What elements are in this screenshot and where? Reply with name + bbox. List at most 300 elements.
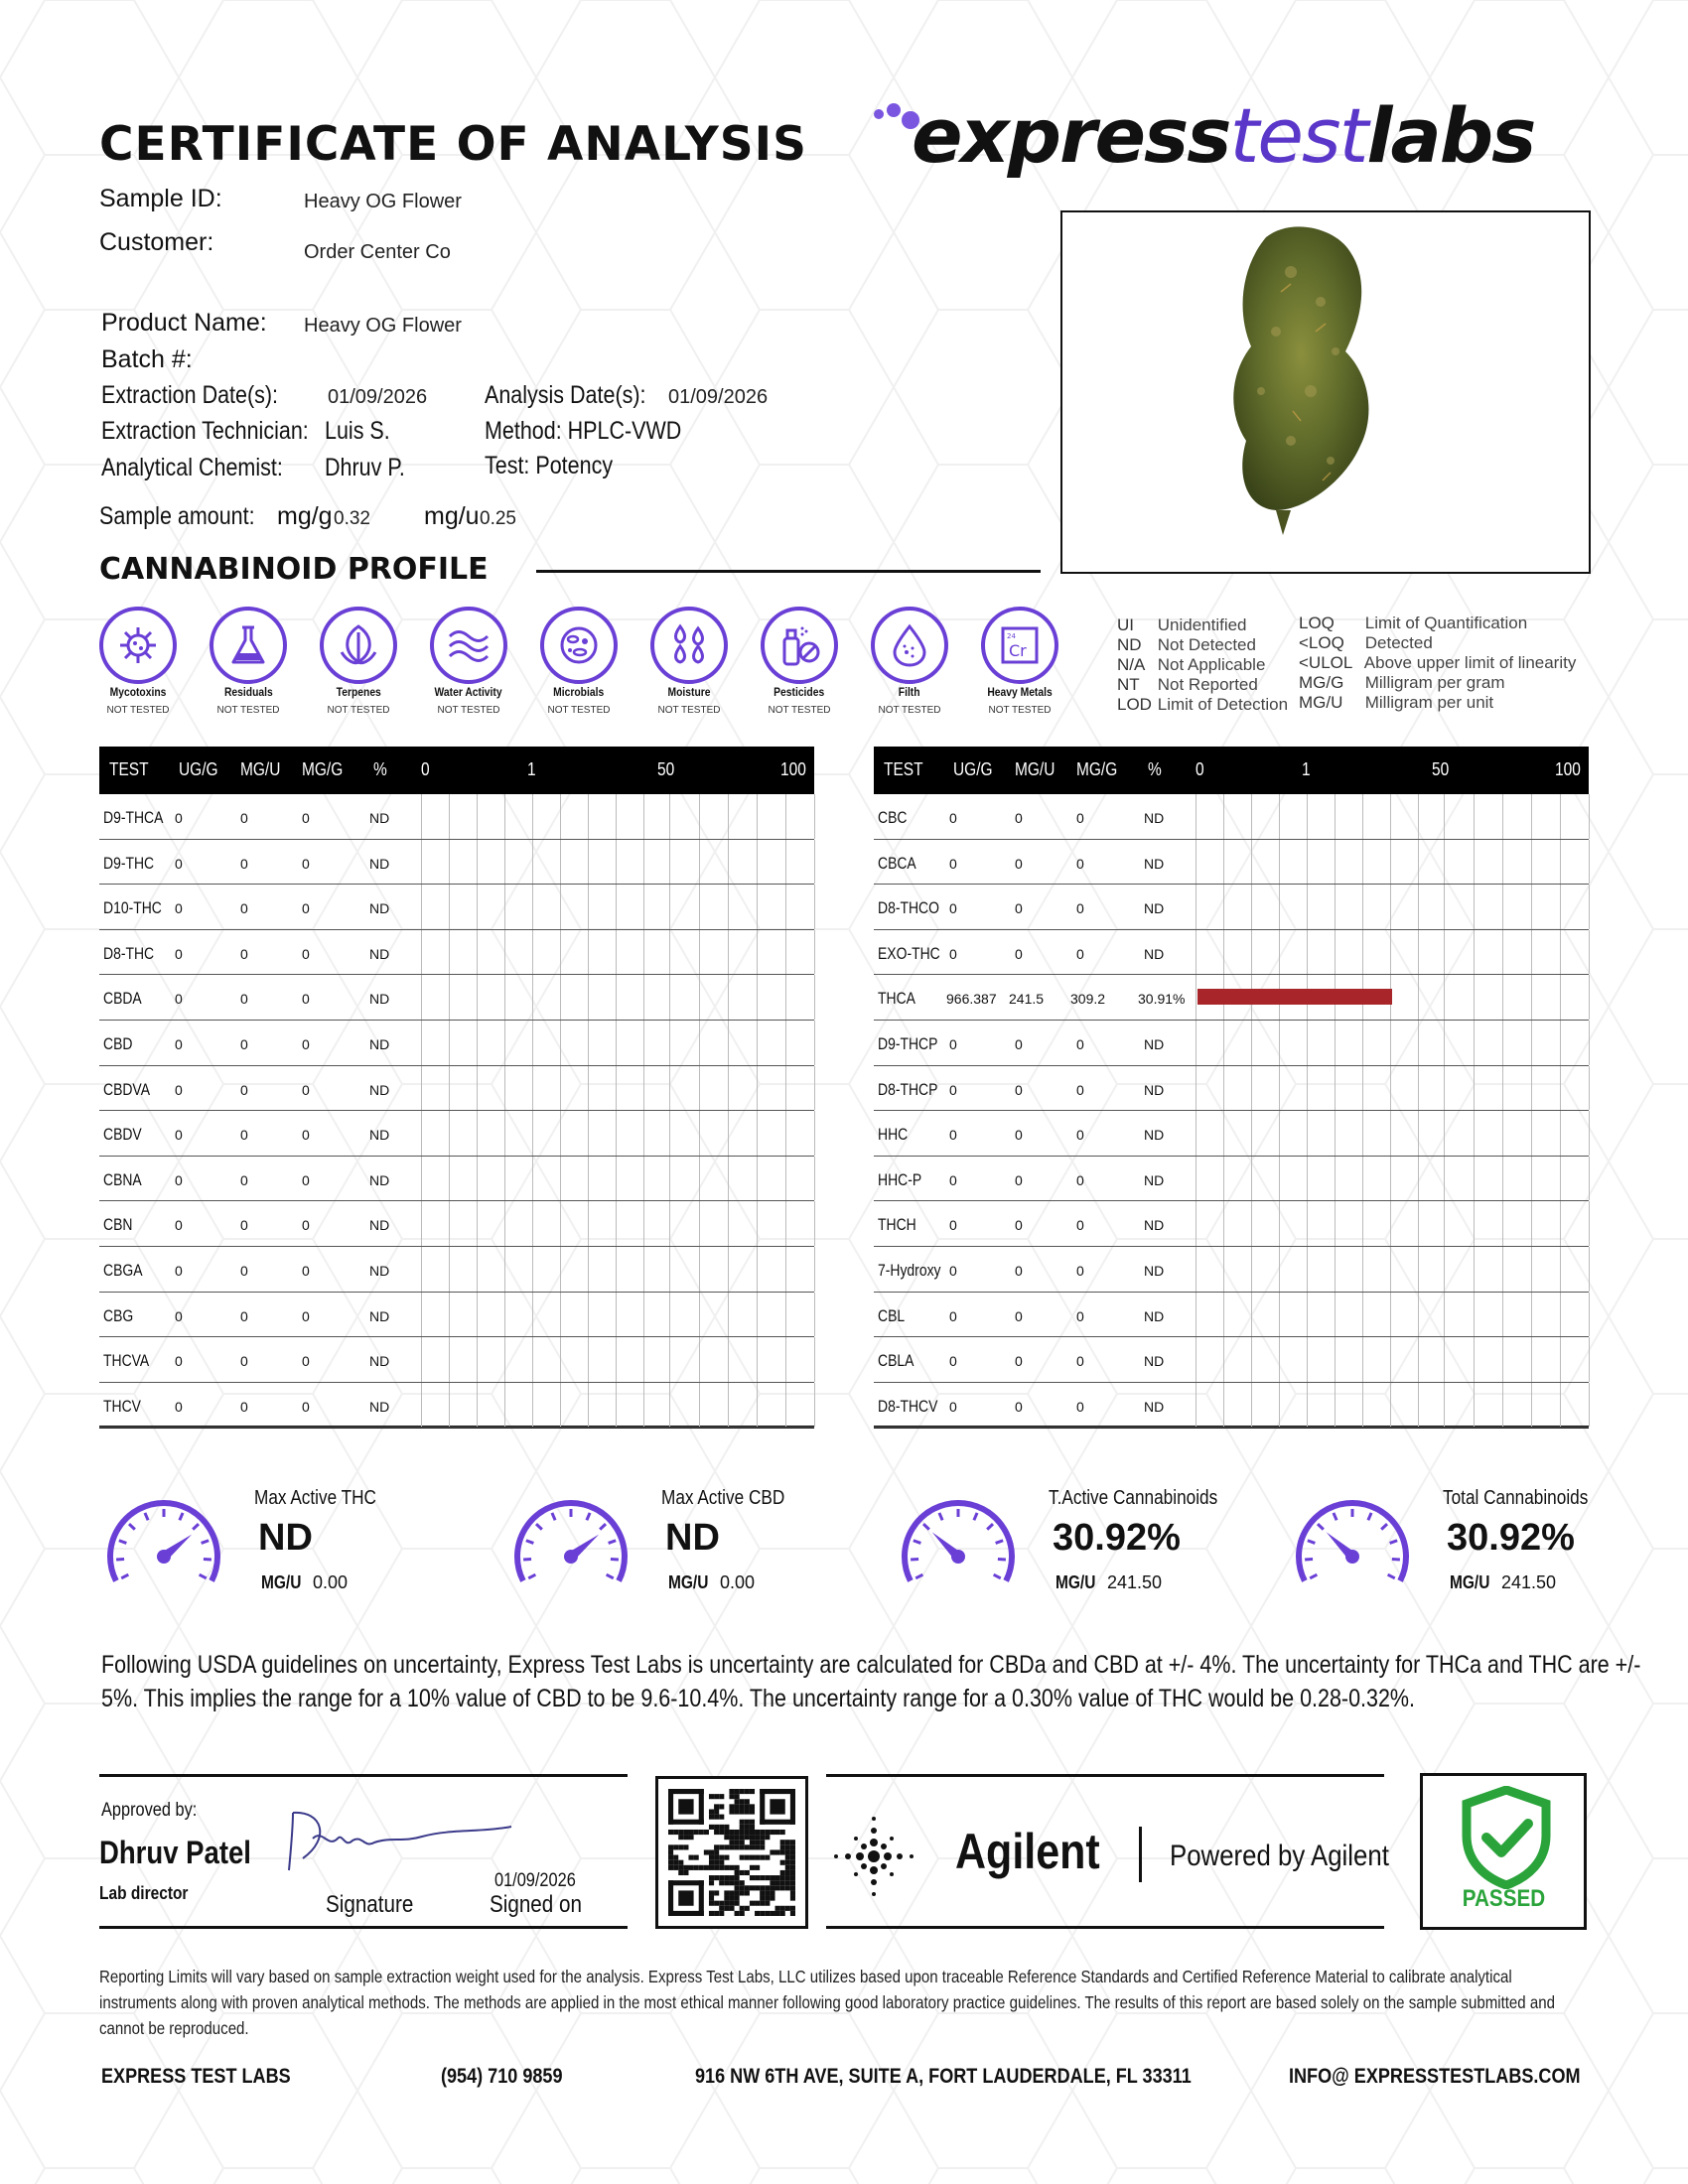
table-row (99, 840, 814, 886)
grid-line (449, 930, 450, 975)
grid-line (560, 1066, 561, 1111)
grid-line (1390, 794, 1391, 839)
cell-mgu: 0 (1015, 1127, 1023, 1144)
potency-bar (1197, 989, 1392, 1005)
grid-line (1502, 794, 1503, 839)
grid-line (1335, 1247, 1336, 1292)
grid-line (669, 1021, 670, 1065)
table-row (874, 930, 1589, 976)
grid-line (1474, 1021, 1475, 1065)
cannabinoid-table-right (874, 747, 1589, 1429)
grid-line (643, 1383, 644, 1428)
grid-line (449, 1247, 450, 1292)
company-logo (872, 91, 1534, 180)
grid-line (728, 1293, 729, 1337)
gauge-dial-icon (1288, 1489, 1417, 1598)
grid-line (643, 975, 644, 1020)
column-header-test: TEST (109, 759, 149, 779)
grid-line (1251, 1247, 1252, 1292)
cell-test: THCVA (103, 1351, 150, 1371)
grid-line (504, 1383, 505, 1428)
grid-line (1251, 840, 1252, 885)
grid-line (1362, 1383, 1363, 1428)
grid-line (1307, 1066, 1308, 1111)
grid-line (757, 975, 758, 1020)
grid-line (1474, 1201, 1475, 1246)
cell-mgu: 0 (240, 855, 248, 872)
grid-line (1418, 975, 1419, 1020)
cell-mgg: 0 (302, 1398, 310, 1415)
grid-line (1307, 1293, 1308, 1337)
grid-line (532, 1383, 533, 1428)
grid-line (477, 1293, 478, 1337)
column-header-ugg: UG/G (179, 759, 218, 779)
grid-line (1531, 1111, 1532, 1156)
row-grid (421, 975, 814, 1020)
cell-mgg: 0 (1076, 1307, 1084, 1324)
grid-line (1223, 1157, 1224, 1201)
grid-line (1307, 840, 1308, 885)
cell-ugg: 0 (949, 855, 957, 872)
grid-line (504, 1293, 505, 1337)
grid-line (785, 1337, 786, 1382)
column-header-pct: % (1148, 759, 1162, 779)
grid-line (1502, 1021, 1503, 1065)
grid-line (1390, 1337, 1391, 1382)
cell-ugg: 0 (175, 991, 183, 1008)
cell-pct: ND (369, 1307, 390, 1324)
grid-line (814, 1021, 815, 1065)
grid-line (421, 1157, 422, 1201)
gauge-label: T.Active Cannabinoids (1049, 1487, 1218, 1509)
grid-line (1335, 1111, 1336, 1156)
grid-line (1418, 1201, 1419, 1246)
grid-line (669, 930, 670, 975)
grid-line (1560, 1066, 1561, 1111)
table-row (99, 1201, 814, 1247)
grid-line (1502, 1337, 1503, 1382)
grid-line (814, 1293, 815, 1337)
cell-test: D8-THCV (878, 1396, 938, 1416)
cell-test: HHC-P (878, 1169, 922, 1189)
cell-mgu: 0 (240, 945, 248, 962)
grid-line (1474, 1337, 1475, 1382)
drop-icon (871, 607, 948, 684)
grid-line (1279, 1383, 1280, 1428)
gauge-unit-value: 0.00 (720, 1572, 756, 1592)
grid-line (532, 1111, 533, 1156)
row-grid (1196, 1157, 1589, 1201)
approver-role: Lab director (99, 1883, 189, 1903)
grid-line (532, 1337, 533, 1382)
test-icon-label: Microbials (553, 685, 605, 699)
row-grid (421, 1157, 814, 1201)
grid-line (1418, 1066, 1419, 1111)
table-row (99, 1337, 814, 1383)
test-icon-status: NOT TESTED (106, 705, 170, 716)
table-row (99, 1383, 814, 1429)
legend-item (1299, 673, 1576, 693)
grid-line (1307, 885, 1308, 929)
grid-line (1560, 794, 1561, 839)
grid-line (504, 840, 505, 885)
grid-line (1307, 1157, 1308, 1201)
legend-item (1117, 675, 1288, 695)
grid-line (1362, 930, 1363, 975)
grid-line (1279, 1021, 1280, 1065)
row-grid (1196, 1293, 1589, 1337)
cell-ugg: 0 (949, 1217, 957, 1234)
agilent-top-rule (826, 1774, 1384, 1777)
grid-line (1251, 1201, 1252, 1246)
grid-line (699, 794, 700, 839)
cell-test: THCV (103, 1396, 141, 1416)
grid-line (477, 1111, 478, 1156)
grid-line (1251, 1337, 1252, 1382)
footer-phone[interactable]: (954) 710 9859 (441, 2065, 563, 2088)
analysis-date-label: Analysis Date(s): (485, 381, 646, 409)
grid-line (421, 885, 422, 929)
cell-mgg: 0 (1076, 855, 1084, 872)
grid-line (728, 930, 729, 975)
grid-line (1589, 975, 1590, 1020)
grid-line (421, 1066, 422, 1111)
cell-mgu: 0 (240, 1398, 248, 1415)
cell-mgu: 0 (1015, 900, 1023, 917)
grid-line (1444, 885, 1445, 929)
grid-line (1279, 930, 1280, 975)
cell-test: CBN (103, 1215, 133, 1235)
gauge-unit-value: 241.50 (1107, 1572, 1163, 1592)
cell-mgu: 0 (240, 900, 248, 917)
test-icon-status: NOT TESTED (327, 705, 390, 716)
column-header-s100: 100 (1555, 759, 1581, 779)
disclaimer-text: Reporting Limits will vary based on sample extraction weight used for the analysis. Express Test Labs, LLC utilizes based upon traceable Reference Standards and Certified Reference Material to calibrate analytical instruments along with proven analytical methods. The methods are applied in the most ethical manner following good laboratory practice guidelines. The results of this report are based solely on the sample submitted and cannot be reproduced. (99, 1967, 1555, 2038)
grid-line (728, 1337, 729, 1382)
cell-mgu: 0 (1015, 1353, 1023, 1370)
grid-line (1531, 1201, 1532, 1246)
grid-line (1251, 1383, 1252, 1428)
test-icon-status: NOT TESTED (437, 705, 500, 716)
cell-pct: ND (369, 1081, 390, 1098)
row-grid (421, 1247, 814, 1292)
grid-line (1362, 1157, 1363, 1201)
grid-line (1362, 1111, 1363, 1156)
grid-line (1589, 930, 1590, 975)
cell-ugg: 0 (175, 900, 183, 917)
grid-line (560, 1201, 561, 1246)
grid-line (643, 885, 644, 929)
legend-text: Milligram per unit (1364, 693, 1494, 712)
grid-line (1418, 840, 1419, 885)
legend-abbr: ND (1117, 635, 1142, 654)
grid-line (643, 1201, 644, 1246)
cell-mgg: 0 (302, 855, 310, 872)
cell-ugg: 0 (949, 810, 957, 826)
cell-test: CBLA (878, 1351, 914, 1371)
grid-line (616, 930, 617, 975)
grid-line (1502, 840, 1503, 885)
grid-line (449, 975, 450, 1020)
grid-line (1531, 794, 1532, 839)
gauge-unit-label: MG/U (668, 1572, 709, 1592)
row-grid (421, 1021, 814, 1065)
agilent-spark-icon (826, 1809, 921, 1904)
table-row (99, 1247, 814, 1293)
grid-line (616, 975, 617, 1020)
grid-line (699, 1021, 700, 1065)
grid-line (1307, 1247, 1308, 1292)
grid-line (728, 975, 729, 1020)
cell-test: CBDA (103, 989, 142, 1009)
cell-ugg: 0 (949, 1127, 957, 1144)
grid-line (1251, 1066, 1252, 1111)
cell-ugg: 0 (949, 1398, 957, 1415)
grid-line (643, 1157, 644, 1201)
cell-ugg: 0 (175, 945, 183, 962)
grid-line (1531, 1337, 1532, 1382)
cell-test: D9-THCA (103, 808, 164, 827)
cell-pct: ND (1144, 945, 1165, 962)
grid-line (699, 885, 700, 929)
grid-line (1444, 1157, 1445, 1201)
agilent-bottom-rule (826, 1926, 1384, 1929)
grid-line (1279, 1247, 1280, 1292)
grid-line (588, 1201, 589, 1246)
column-header-mgu: MG/U (1015, 759, 1055, 779)
approval-top-rule (99, 1774, 628, 1777)
table-row (99, 1066, 814, 1112)
cell-ugg: 0 (175, 1171, 183, 1188)
grid-line (1223, 1066, 1224, 1111)
grid-line (421, 840, 422, 885)
cell-ugg: 0 (949, 1035, 957, 1052)
grid-line (1279, 1111, 1280, 1156)
gauge-label: Total Cannabinoids (1443, 1487, 1589, 1509)
grid-line (560, 1157, 561, 1201)
row-grid (1196, 1337, 1589, 1382)
grid-line (1589, 794, 1590, 839)
grid-line (1335, 840, 1336, 885)
grid-line (1307, 794, 1308, 839)
grid-line (504, 1157, 505, 1201)
grid-line (1560, 1337, 1561, 1382)
grid-line (477, 1201, 478, 1246)
column-header-ugg: UG/G (953, 759, 993, 779)
cell-mgg: 0 (302, 1262, 310, 1279)
cell-mgg: 0 (302, 1127, 310, 1144)
approval-bottom-rule (99, 1926, 628, 1929)
grid-line (449, 1383, 450, 1428)
cell-mgg: 0 (302, 1081, 310, 1098)
legend-text: Limit of Quantification (1364, 614, 1528, 632)
grid-line (1335, 1066, 1336, 1111)
grid-line (1362, 840, 1363, 885)
grid-line (1444, 1021, 1445, 1065)
cell-ugg: 0 (949, 1081, 957, 1098)
footer-email[interactable]: INFO@ EXPRESSTESTLABS.COM (1289, 2065, 1581, 2088)
grid-line (643, 930, 644, 975)
grid-line (785, 975, 786, 1020)
grid-line (757, 930, 758, 975)
grid-line (532, 1293, 533, 1337)
grid-line (785, 1247, 786, 1292)
grid-line (1531, 975, 1532, 1020)
grid-line (1560, 1201, 1561, 1246)
grid-line (1531, 1066, 1532, 1111)
grid-line (1474, 975, 1475, 1020)
grid-line (1418, 1293, 1419, 1337)
cell-pct: ND (1144, 1217, 1165, 1234)
grid-line (588, 840, 589, 885)
grid-line (1444, 1337, 1445, 1382)
grid-line (477, 885, 478, 929)
grid-line (814, 1201, 815, 1246)
grid-line (814, 840, 815, 885)
grid-line (616, 1201, 617, 1246)
cell-pct: ND (1144, 1081, 1165, 1098)
grid-line (1307, 930, 1308, 975)
grid-line (1502, 1157, 1503, 1201)
cell-test: CBDVA (103, 1079, 150, 1099)
grid-line (1362, 1021, 1363, 1065)
grid-line (1474, 1157, 1475, 1201)
grid-line (785, 885, 786, 929)
column-header-s0: 0 (421, 759, 430, 779)
grid-line (669, 1111, 670, 1156)
grid-line (1418, 1157, 1419, 1201)
grid-line (699, 975, 700, 1020)
technician-value: Luis S. (325, 417, 390, 445)
grid-line (449, 1111, 450, 1156)
cell-mgu: 0 (240, 1035, 248, 1052)
legend-text: Not Reported (1157, 675, 1258, 694)
table-row (874, 840, 1589, 886)
grid-line (669, 1247, 670, 1292)
grid-line (1335, 794, 1336, 839)
column-header-mgg: MG/G (302, 759, 344, 779)
grid-line (814, 885, 815, 929)
cell-mgg: 0 (1076, 1353, 1084, 1370)
logo-part-express: express (912, 91, 1230, 180)
grid-line (1223, 1111, 1224, 1156)
grid-line (1223, 1383, 1224, 1428)
grid-line (1474, 1066, 1475, 1111)
cell-test: D8-THCO (878, 898, 939, 918)
technician-label: Extraction Technician: (101, 417, 309, 445)
grid-line (477, 1247, 478, 1292)
grid-line (785, 1157, 786, 1201)
section-divider (536, 570, 1041, 573)
row-grid (1196, 885, 1589, 929)
test-icon-status: NOT TESTED (657, 705, 721, 716)
table-row (874, 1293, 1589, 1338)
grid-line (1390, 1247, 1391, 1292)
grid-line (814, 1157, 815, 1201)
grid-line (477, 794, 478, 839)
gauge-dial-icon (894, 1489, 1023, 1598)
grid-line (699, 1066, 700, 1111)
cell-ugg: 966.387 (946, 991, 997, 1008)
cell-test: CBGA (103, 1260, 143, 1280)
cell-pct: ND (1144, 1171, 1165, 1188)
grid-line (449, 885, 450, 929)
grid-line (1502, 1383, 1503, 1428)
grid-line (814, 1066, 815, 1111)
grid-line (1474, 885, 1475, 929)
grid-line (1335, 1293, 1336, 1337)
cell-ugg: 0 (175, 810, 183, 826)
qr-code[interactable] (655, 1776, 808, 1929)
grid-line (616, 1337, 617, 1382)
column-header-test: TEST (884, 759, 923, 779)
grid-line (1223, 840, 1224, 885)
grid-line (449, 1337, 450, 1382)
cell-pct: ND (369, 810, 390, 826)
cell-mgu: 0 (240, 1262, 248, 1279)
grid-line (1444, 1111, 1445, 1156)
grid-line (1502, 930, 1503, 975)
legend-text: Unidentified (1157, 615, 1247, 634)
droplets-icon (650, 607, 728, 684)
cell-mgg: 309.2 (1070, 991, 1106, 1008)
cell-test: EXO-THC (878, 943, 940, 963)
grid-line (1279, 1066, 1280, 1111)
approved-by-label: Approved by: (101, 1800, 198, 1821)
product-photo (1060, 210, 1591, 574)
cell-pct: ND (369, 855, 390, 872)
cell-mgg: 0 (1076, 900, 1084, 917)
grid-line (669, 794, 670, 839)
grid-line (757, 1201, 758, 1246)
grid-line (1362, 1337, 1363, 1382)
cell-mgu: 0 (1015, 1035, 1023, 1052)
grid-line (785, 1021, 786, 1065)
cell-ugg: 0 (949, 945, 957, 962)
passed-badge (1420, 1773, 1587, 1930)
gauge-unit-value: 241.50 (1501, 1572, 1557, 1592)
uncertainty-statement: Following USDA guidelines on uncertainty, Express Test Labs is uncertainty are calculated for CBDa and CBD at +/- 4%. The uncertainty for THCa and THC are +/- 5%. This implies the range for a 10% value of CBD to be 9.6-10.4%. The uncertainty range for a 0.30% value of THC would be 0.28-0.32%. (101, 1651, 1641, 1712)
grid-line (1444, 975, 1445, 1020)
grid-line (1531, 1021, 1532, 1065)
cell-ugg: 0 (949, 1353, 957, 1370)
row-grid (1196, 975, 1589, 1020)
grid-line (1251, 1111, 1252, 1156)
legend-left (1117, 615, 1288, 715)
legend-text: Above upper limit of linearity (1363, 653, 1577, 672)
table-header (874, 747, 1589, 794)
legend-abbr: MG/U (1299, 693, 1343, 712)
cell-test: 7-Hydroxy (878, 1260, 941, 1280)
grid-line (1390, 930, 1391, 975)
chromium-icon (981, 607, 1058, 684)
cell-mgu: 0 (240, 1081, 248, 1098)
table-row (874, 794, 1589, 840)
grid-line (532, 1021, 533, 1065)
row-grid (421, 1201, 814, 1246)
grid-line (1418, 930, 1419, 975)
row-grid (421, 840, 814, 885)
grid-line (532, 885, 533, 929)
grid-line (588, 1111, 589, 1156)
cell-mgu: 0 (1015, 1307, 1023, 1324)
table-row (99, 1111, 814, 1157)
svg-text:24: 24 (1007, 632, 1016, 640)
grid-line (616, 1157, 617, 1201)
grid-line (1335, 1021, 1336, 1065)
grid-line (1390, 1383, 1391, 1428)
grid-line (1335, 1337, 1336, 1382)
